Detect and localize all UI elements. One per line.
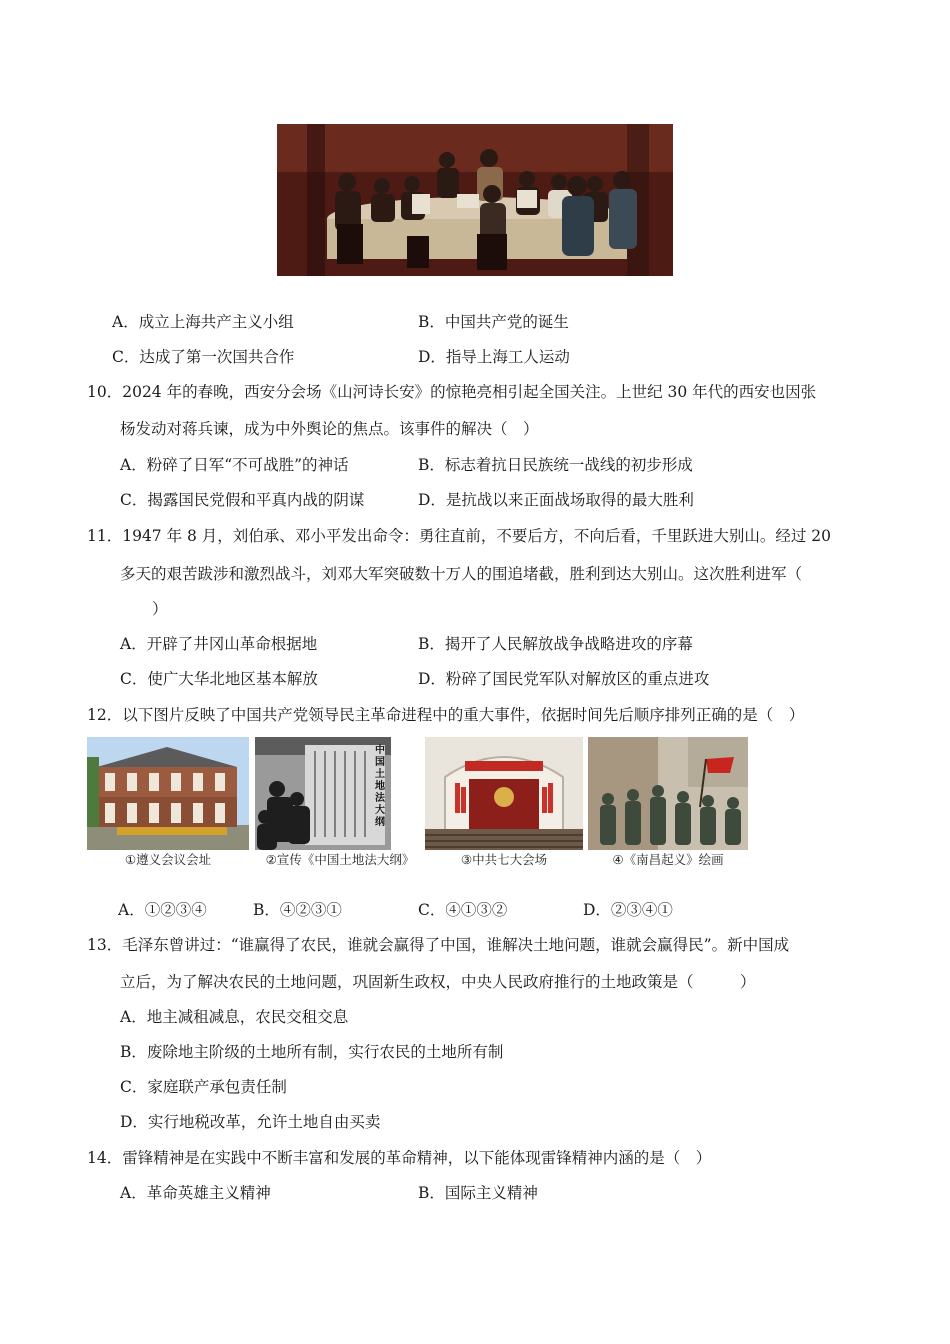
caption-seventh-congress: ③中共七大会场 [460,852,548,867]
photo-zunyi-site [87,737,249,850]
q12-option-a[interactable]: A．①②③④ [118,901,207,919]
q9-option-a[interactable]: A．成立上海共产主义小组 [112,313,294,331]
q10-option-b[interactable]: B．标志着抗日民族统一战线的初步形成 [418,456,693,474]
photo-nanchang-uprising-art [588,737,748,850]
q12-option-d[interactable]: D．②③④① [583,901,673,919]
q11-option-d[interactable]: D．粉碎了国民党军队对解放区的重点进攻 [418,670,710,688]
q11-option-a[interactable]: A．开辟了井冈山革命根据地 [120,635,318,653]
q13-stem-line2: 立后，为了解决农民的土地问题，巩固新生政权，中央人民政府推行的土地政策是（ ） [120,973,756,991]
q11-option-c[interactable]: C．使广大华北地区基本解放 [120,670,318,688]
q14-stem-line1: 14．雷锋精神是在实践中不断丰富和发展的革命精神，以下能体现雷锋精神内涵的是（ ） [87,1149,712,1167]
photo-seventh-congress [425,737,583,850]
q10-stem-line1: 10．2024 年的春晚，西安分会场《山河诗长安》的惊艳亮相引起全国关注。上世纪 30 年代的西安也因张 [87,383,817,401]
q10-option-c[interactable]: C．揭露国民党假和平真内战的阴谋 [120,491,365,509]
photo-nanchang-uprising [588,737,748,850]
meeting-painting [277,124,673,276]
q13-option-d[interactable]: D．实行地税改革，允许土地自由买卖 [120,1113,381,1131]
q13-option-b[interactable]: B．废除地主阶级的土地所有制，实行农民的土地所有制 [120,1043,504,1061]
q14-option-b[interactable]: B．国际主义精神 [418,1184,538,1202]
q9-option-b[interactable]: B．中国共产党的诞生 [418,313,569,331]
q11-stem-line2: 多天的艰苦跋涉和激烈战斗，刘邓大军突破数十万人的围追堵截，胜利到达大别山。这次胜利进军（ [120,565,803,583]
q11-stem-line3: ） [152,600,168,618]
q14-option-a[interactable]: A．革命英雄主义精神 [120,1184,271,1202]
q9-option-c[interactable]: C．达成了第一次国共合作 [112,348,295,366]
q11-stem-line1: 11．1947 年 8 月，刘伯承、邓小平发出命令：勇往直前，不要后方，不向后看，千里跃进大别山。经过 20 [87,527,831,545]
photo-land-law [255,737,391,850]
q12-stem-line1: 12．以下图片反映了中国共产党领导民主革命进程中的重大事件，依据时间先后顺序排列正确的是（ ） [87,706,805,724]
meeting-painting-art [277,124,673,276]
caption-nanchang: ④《南昌起义》绘画 [612,852,724,867]
photo-zunyi-site-art [87,737,249,850]
land-law-sign: 中国土地法大纲 [375,745,385,828]
q11-option-b[interactable]: B．揭开了人民解放战争战略进攻的序幕 [418,635,693,653]
q10-option-a[interactable]: A．粉碎了日军“不可战胜”的神话 [120,456,349,474]
q9-option-d[interactable]: D．指导上海工人运动 [418,348,570,366]
photo-seventh-congress-art [425,737,583,850]
q10-option-d[interactable]: D．是抗战以来正面战场取得的最大胜利 [418,491,694,509]
q13-option-c[interactable]: C．家庭联产承包责任制 [120,1078,287,1096]
photo-land-law-art [255,737,391,850]
q12-option-c[interactable]: C．④①③② [418,901,508,919]
q10-stem-line2: 杨发动对蒋兵谏，成为中外舆论的焦点。该事件的解决（ ） [120,420,539,438]
caption-land-law: ②宣传《中国土地法大纲》 [265,852,415,867]
q12-option-b[interactable]: B．④②③① [253,901,342,919]
caption-zunyi: ①遵义会议会址 [124,852,212,867]
q13-stem-line1: 13．毛泽东曾讲过：“谁赢得了农民，谁就会赢得了中国，谁解决土地问题，谁就会赢得民”。新中国成 [87,936,790,954]
q13-option-a[interactable]: A．地主减租减息，农民交租交息 [120,1008,349,1026]
